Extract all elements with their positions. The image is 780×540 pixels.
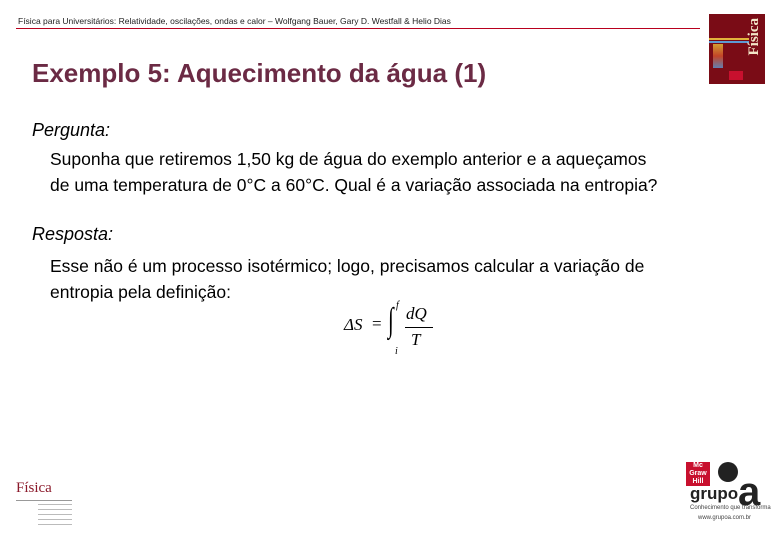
entropy-formula bbox=[344, 300, 444, 360]
integral-upper-limit: f bbox=[396, 300, 399, 311]
cover-title: Física bbox=[746, 18, 762, 56]
bookman-seal-icon bbox=[718, 462, 738, 482]
fraction-denominator: T bbox=[411, 330, 421, 349]
publisher-tagline: Conhecimento que transforma bbox=[690, 505, 771, 511]
answer-label: Resposta: bbox=[32, 224, 114, 244]
integral-lower-limit: i bbox=[395, 346, 398, 357]
formula-equals: = bbox=[372, 314, 382, 333]
answer-text bbox=[50, 253, 750, 305]
cover-publisher-logo bbox=[729, 71, 743, 80]
question-text bbox=[50, 146, 750, 198]
grupo-a-wordmark: grupo bbox=[690, 484, 739, 503]
cover-graphic bbox=[713, 44, 723, 68]
footer-book-logo bbox=[16, 480, 86, 530]
slide-title: Exemplo 5: Aquecimento da água (1) bbox=[32, 58, 487, 88]
question-line: de uma temperatura de 0°C a 60°C. Qual é a variação associada na entropia? bbox=[50, 175, 658, 195]
publisher-url: www.grupoa.com.br bbox=[698, 515, 752, 521]
grupo-a-letter: a bbox=[738, 470, 761, 514]
question-label: Pergunta: bbox=[32, 120, 111, 140]
answer-line: Esse não é um processo isotérmico; logo, precisamos calcular a variação de bbox=[50, 256, 645, 276]
integral-sign: ∫ bbox=[388, 302, 394, 339]
footer-logo-word: Física bbox=[16, 480, 52, 496]
publisher-logo-block bbox=[686, 462, 771, 530]
header-divider bbox=[16, 28, 700, 29]
cover-band bbox=[709, 38, 749, 40]
footer-logo-rule bbox=[16, 500, 72, 501]
cover-band bbox=[709, 41, 749, 43]
answer-line: entropia pela definição: bbox=[50, 282, 231, 302]
header-citation: Física para Universitários: Relatividade, oscilações, ondas e calor – Wolfgang Bauer, Gary D. Westfall & Helio Dias bbox=[18, 16, 451, 26]
footer-logo-lines bbox=[38, 504, 72, 526]
formula-lhs: ΔS bbox=[344, 315, 363, 334]
fraction-numerator: dQ bbox=[406, 304, 427, 323]
mcgraw-hill-logo: Mc Graw Hill bbox=[686, 462, 710, 486]
book-cover-image bbox=[709, 14, 765, 84]
question-line: Suponha que retiremos 1,50 kg de água do exemplo anterior e a aqueçamos bbox=[50, 149, 647, 169]
fraction-bar bbox=[405, 327, 433, 328]
